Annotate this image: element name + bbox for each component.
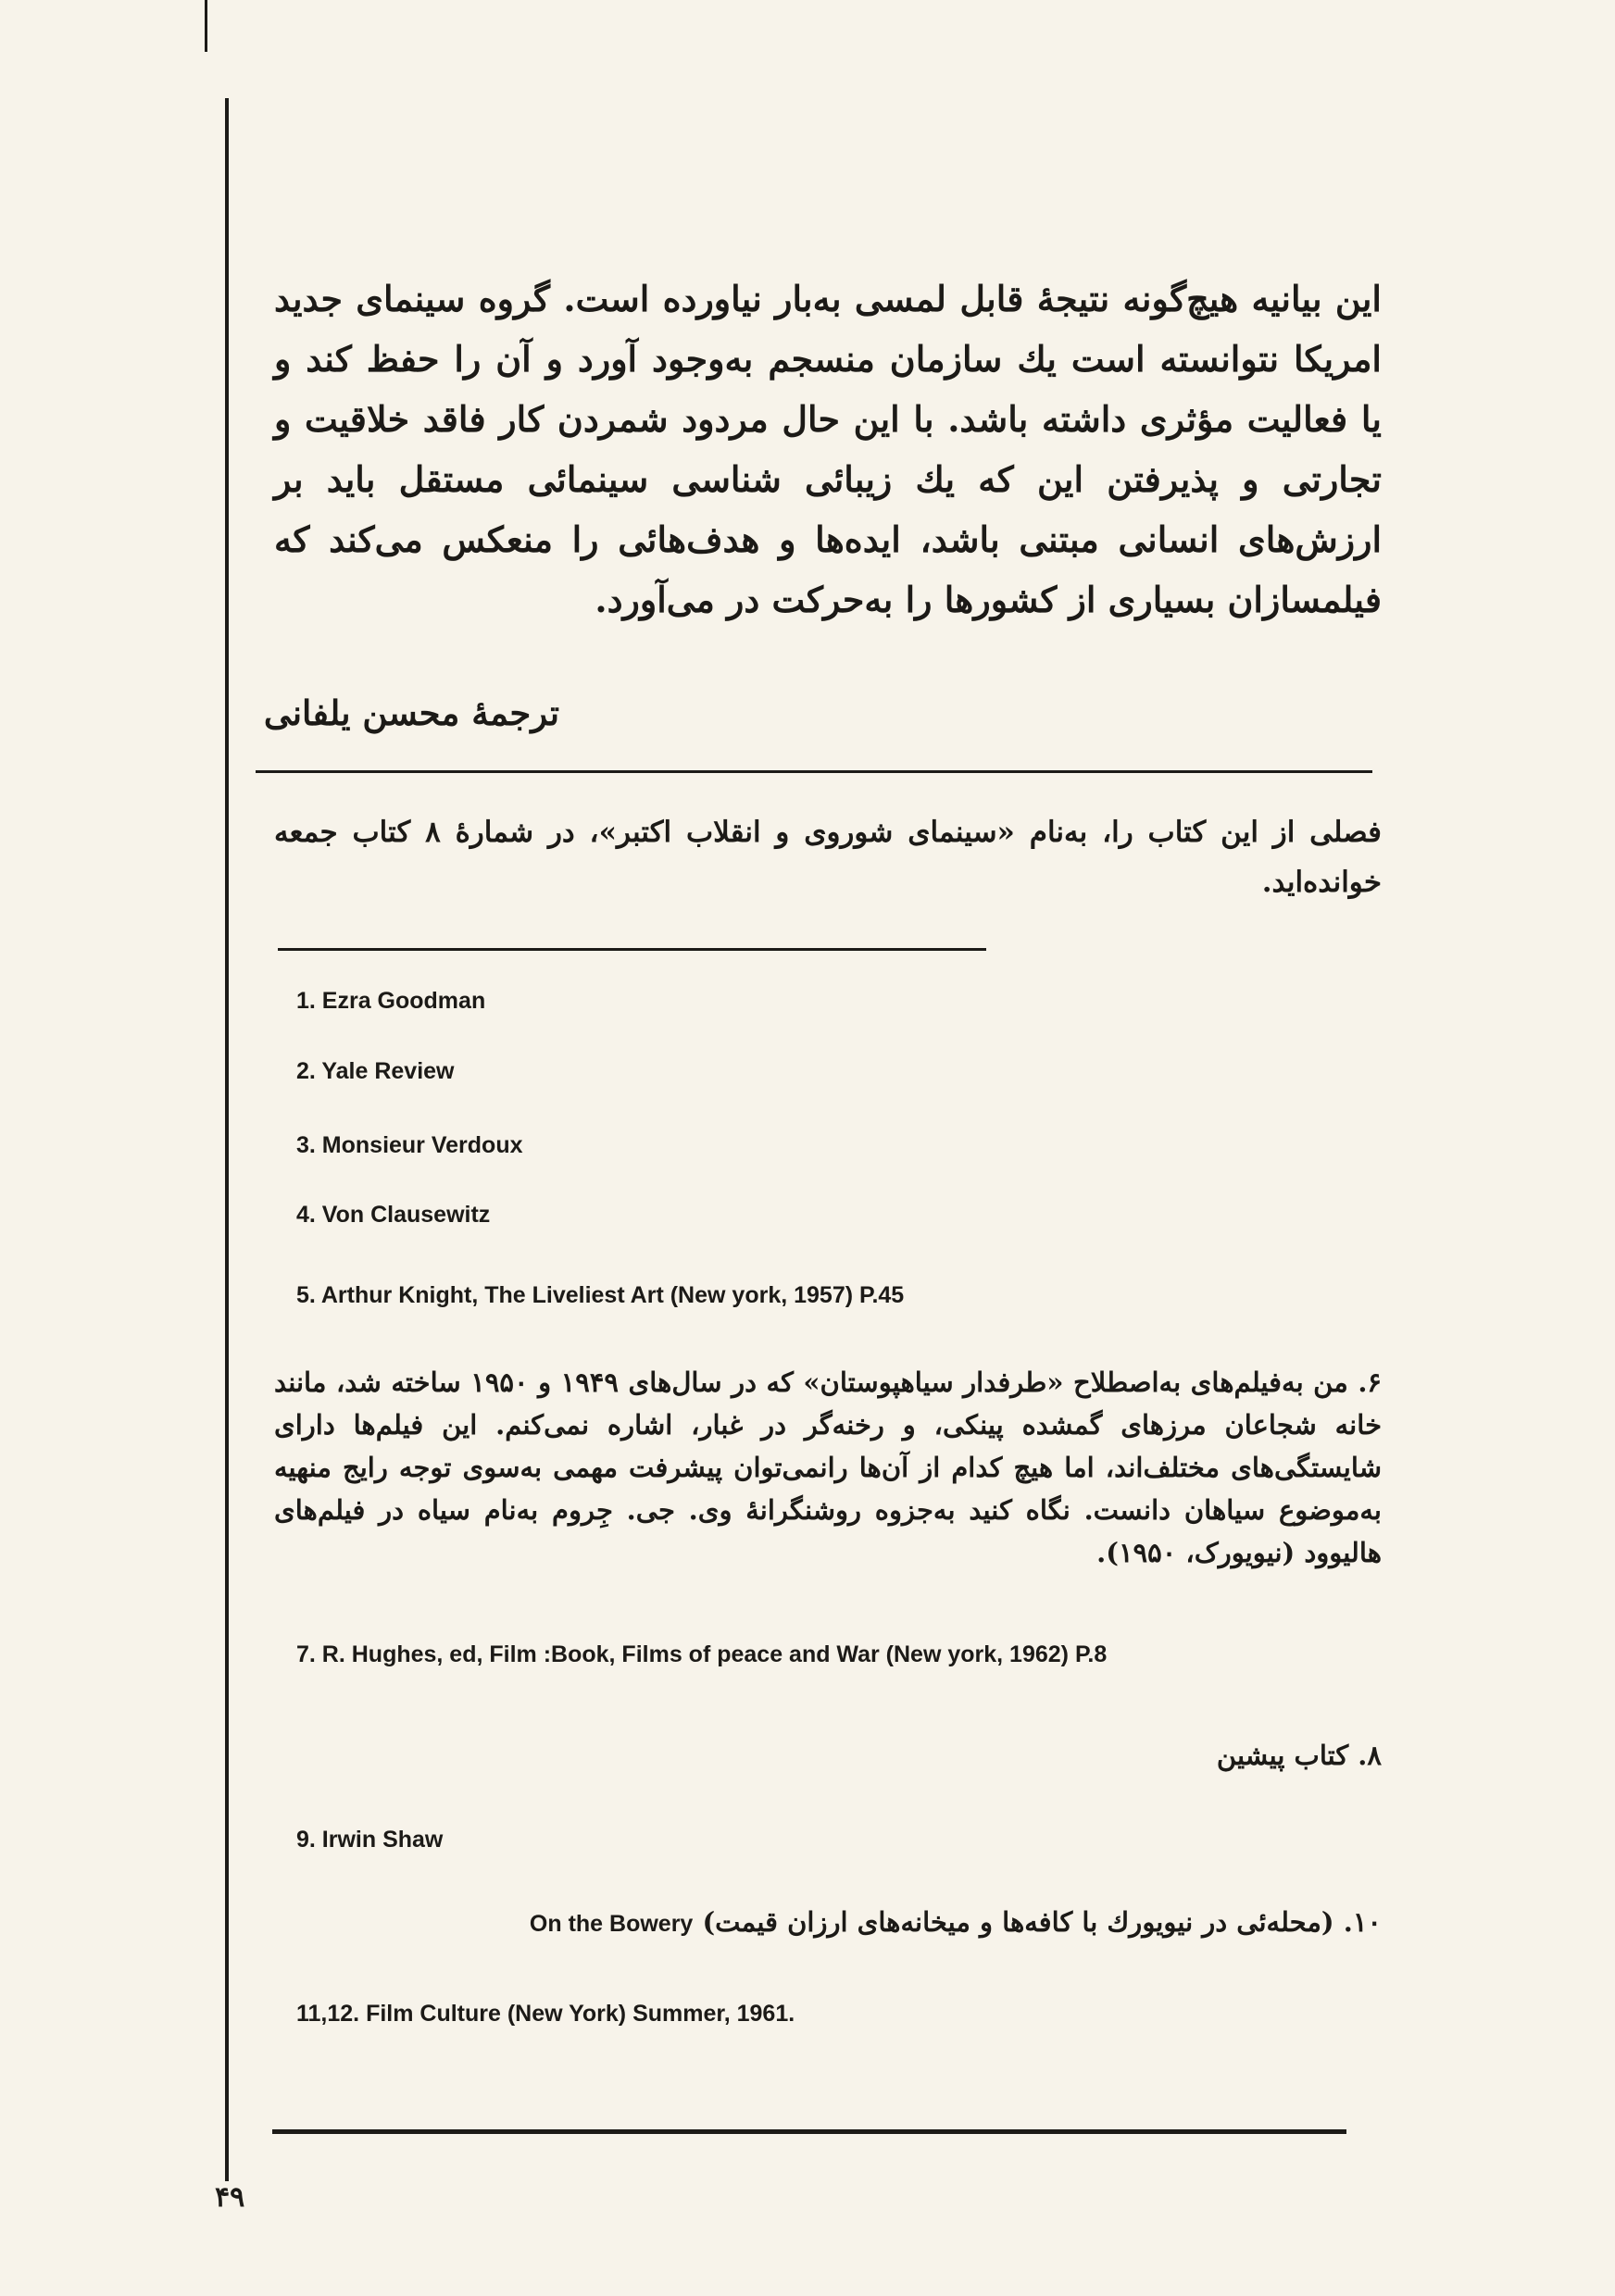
- translator-credit: ترجمهٔ محسن یلفانی: [263, 693, 559, 733]
- margin-rule: [225, 98, 229, 2181]
- reference-9: 9. Irwin Shaw: [296, 1827, 444, 1853]
- margin-rule-top: [205, 0, 207, 52]
- page-number: ۴۹: [215, 2181, 245, 2214]
- reference-10: [530, 1903, 1382, 1942]
- reference-10-persian: ۱۰. (محله‌ئی در نیویورك با کافه‌ها و میخانه‌های ارزان قیمت): [702, 1906, 1382, 1938]
- reference-5: 5. Arthur Knight, The Liveliest Art (New york, 1957) P.45: [296, 1282, 905, 1308]
- main-paragraph: این بیانیه هیچ‌گونه نتیجهٔ قابل لمسی به‌بار نیاورده است. گروه سینمای جدید امریکا نتوانسته است یك سازمان منسجم به‌وجود آورد و آن را حفظ کند و یا فعالیت مؤثری داشته باشد. با این حال مردود شمردن کار فاقد خلاقیت و تجارتی و پذیرفتن این که یك زیبائی شناسی سینمائی مستقل باید بر ارزش‌های انسانی مبتنی باشد، ایده‌ها و هدف‌هائی را منعکس می‌کند که فیلمسازان بسیاری از کشورها را به‌حرکت در می‌آورد.: [274, 278, 1382, 620]
- reference-4: 4. Von Clausewitz: [296, 1202, 491, 1228]
- reference-6: ۶. من به‌فیلم‌های به‌اصطلاح «طرفدار سیاهپوستان» که در سال‌های ۱۹۴۹ و ۱۹۵۰ ساخته شد، مانند خانه شجاعان مرزهای گمشده پینکی، و رخنه‌گر در غبار، اشاره نمی‌کنم. این فیلم‌ها دارای شایستگی‌های مختلف‌اند، اما هیچ کدام از آن‌ها رانمی‌توان پیشرفت مهمی به‌سوی توجه رایج منهیه به‌موضوع سیاهان دانست. نگاه کنید به‌جزوه روشنگرانهٔ وی. جی. جِروم به‌نام سیاه در فیلم‌های هالیوود (نیویورک، ۱۹۵۰).: [274, 1366, 1382, 1568]
- reference-3: 3. Monsieur Verdoux: [296, 1132, 523, 1158]
- reference-8: ۸. کتاب پیشین: [1216, 1740, 1382, 1771]
- footnote-divider: [278, 948, 986, 951]
- bottom-divider: [272, 2129, 1346, 2134]
- reference-2: 2. Yale Review: [296, 1058, 455, 1084]
- reference-11-12: 11,12. Film Culture (New York) Summer, 1961.: [296, 2001, 795, 2027]
- section-divider: [256, 770, 1372, 773]
- reference-7: 7. R. Hughes, ed, Film :Book, Films of peace and War (New york, 1962) P.8: [296, 1641, 1108, 1667]
- editorial-note: فصلی از این کتاب را، به‌نام «سینمای شوروی و انقلاب اکتبر»، در شمارهٔ ۸ کتاب جمعه خوانده‌اید.: [274, 816, 1382, 899]
- reference-1: 1. Ezra Goodman: [296, 988, 486, 1014]
- reference-10-title: On the Bowery: [529, 1911, 694, 1937]
